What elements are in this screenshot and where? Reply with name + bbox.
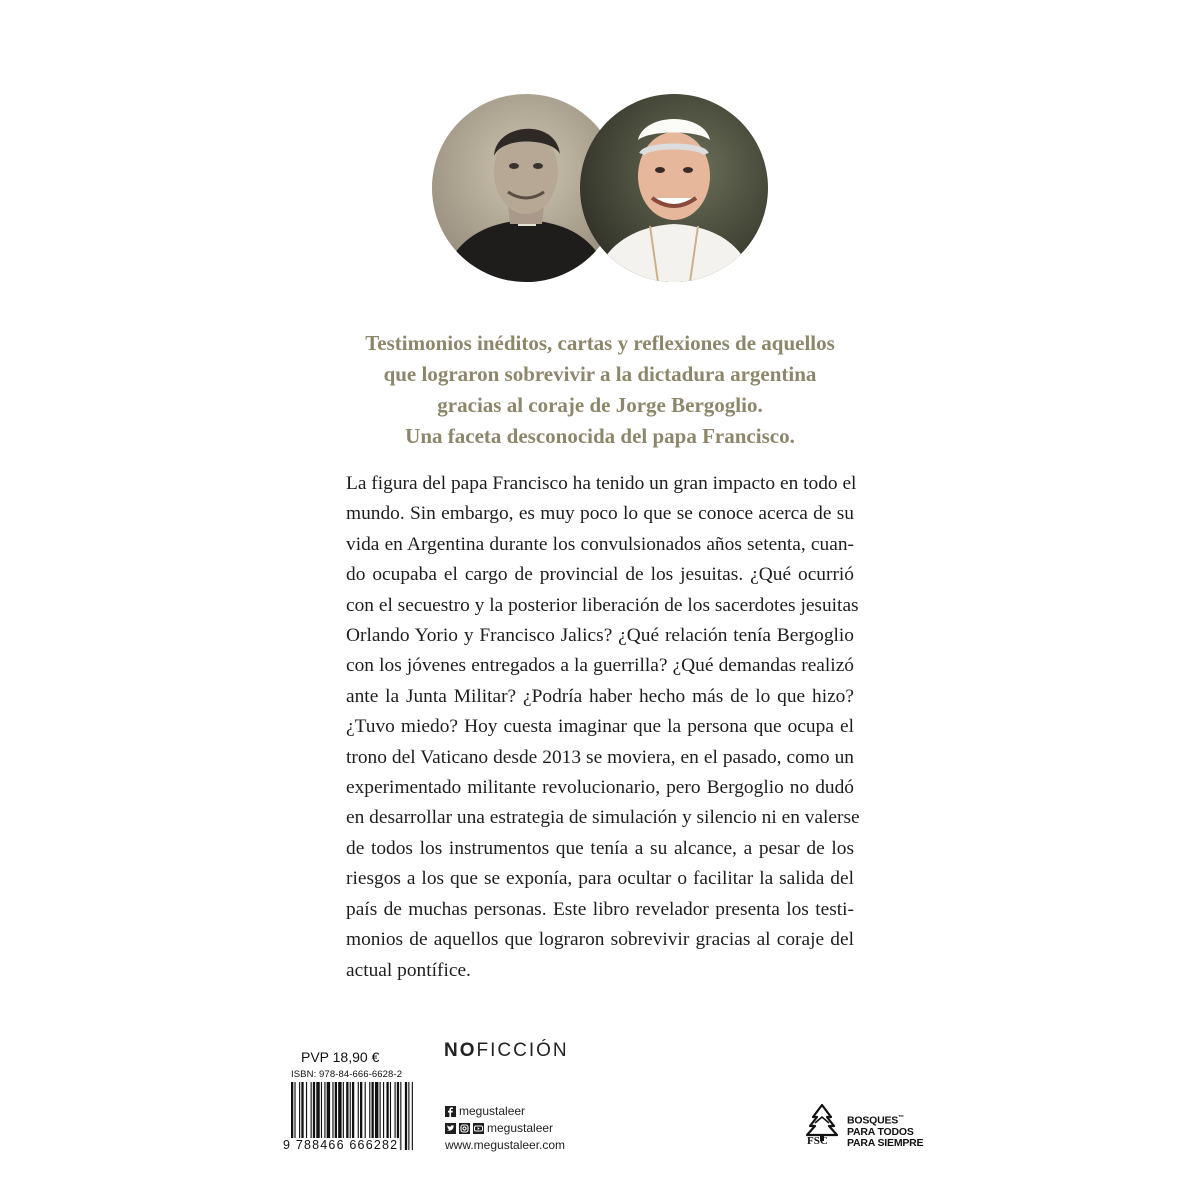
fsc-line-2: PARA TODOS bbox=[847, 1125, 914, 1138]
youtube-icon bbox=[473, 1123, 484, 1134]
fsc-line-1: BOSQUES bbox=[847, 1114, 899, 1127]
synopsis-line: ante la Junta Militar? ¿Podría haber hecho más de lo que hizo? bbox=[346, 685, 854, 707]
tagline-line: que lograron sobrevivir a la dictadura argentina bbox=[383, 362, 817, 386]
synopsis bbox=[346, 469, 860, 986]
imprint-logo bbox=[444, 1040, 569, 1062]
synopsis-line: Orlando Yorio y Francisco Jalics? ¿Qué relación tenía Bergoglio bbox=[346, 625, 854, 647]
fsc-slogan bbox=[847, 1113, 923, 1149]
facebook-handle-text: megustaleer bbox=[459, 1104, 526, 1118]
tagline-line: Una faceta desconocida del papa Francisco. bbox=[405, 424, 795, 448]
synopsis-line: país de muchas personas. Este libro revelador presenta los testi- bbox=[346, 898, 854, 920]
website-link[interactable] bbox=[445, 1138, 565, 1152]
instagram-icon bbox=[459, 1123, 470, 1134]
tagline bbox=[300, 328, 900, 452]
website-text: www.megustaleer.com bbox=[445, 1138, 566, 1152]
synopsis-line: experimentado militante revolucionario, pero Bergoglio no dudó bbox=[346, 777, 854, 799]
tagline-line: gracias al coraje de Jorge Bergoglio. bbox=[437, 393, 763, 417]
synopsis-line: monios de aquellos que lograron sobrevivir gracias al coraje del bbox=[346, 929, 854, 951]
synopsis-line: mundo. Sin embargo, es muy poco lo que se conoce acerca de su bbox=[346, 503, 854, 525]
facebook-icon bbox=[445, 1106, 456, 1117]
isbn-label: ISBN: 978-84-666-6628-2 bbox=[291, 1069, 403, 1080]
pope-francis-photo bbox=[580, 94, 768, 282]
synopsis-line: do ocupaba el cargo de provincial de los jesuitas. ¿Qué ocurrió bbox=[346, 564, 854, 586]
tagline-line: Testimonios inéditos, cartas y reflexiones de aquellos bbox=[365, 331, 835, 355]
price-label: PVP 18,90 € bbox=[301, 1049, 380, 1065]
facebook-handle[interactable] bbox=[445, 1104, 525, 1118]
imprint-bold: NO bbox=[444, 1040, 477, 1061]
synopsis-line: trono del Vaticano desde 2013 se moviera, en el pasado, como un bbox=[346, 746, 854, 768]
twitter-handle-text: megustaleer bbox=[487, 1121, 554, 1135]
fsc-tm: ™ bbox=[898, 1115, 904, 1121]
synopsis-line: ¿Tuvo miedo? Hoy cuesta imaginar que la persona que ocupa el bbox=[346, 716, 854, 738]
imprint-rest: FICCIÓN bbox=[476, 1040, 569, 1061]
barcode-number: 9 788466 666282 bbox=[283, 1138, 399, 1152]
fsc-line-3: PARA SIEMPRE bbox=[847, 1136, 924, 1149]
twitter-instagram-youtube-handle[interactable] bbox=[445, 1121, 553, 1135]
synopsis-line: con los jóvenes entregados a la guerrilla? ¿Qué demandas realizó bbox=[346, 655, 854, 677]
synopsis-line: riesgos a los que se exponía, para ocultar o facilitar la salida del bbox=[346, 868, 854, 890]
synopsis-line: La figura del papa Francisco ha tenido un gran impacto en todo el bbox=[346, 473, 857, 494]
synopsis-line: en desarrollar una estrategia de simulación y silencio ni en valerse bbox=[346, 807, 860, 829]
synopsis-line: con el secuestro y la posterior liberación de los sacerdotes jesuitas bbox=[346, 594, 859, 616]
twitter-icon bbox=[445, 1123, 456, 1134]
synopsis-line: de todos los instrumentos que tenía a su alcance, a pesar de los bbox=[346, 837, 854, 859]
synopsis-line: actual pontífice. bbox=[346, 959, 471, 981]
synopsis-line: vida en Argentina durante los convulsionados años setenta, cuan- bbox=[346, 533, 854, 555]
fsc-label: FSC bbox=[807, 1135, 828, 1147]
barcode-digits bbox=[282, 1138, 420, 1152]
